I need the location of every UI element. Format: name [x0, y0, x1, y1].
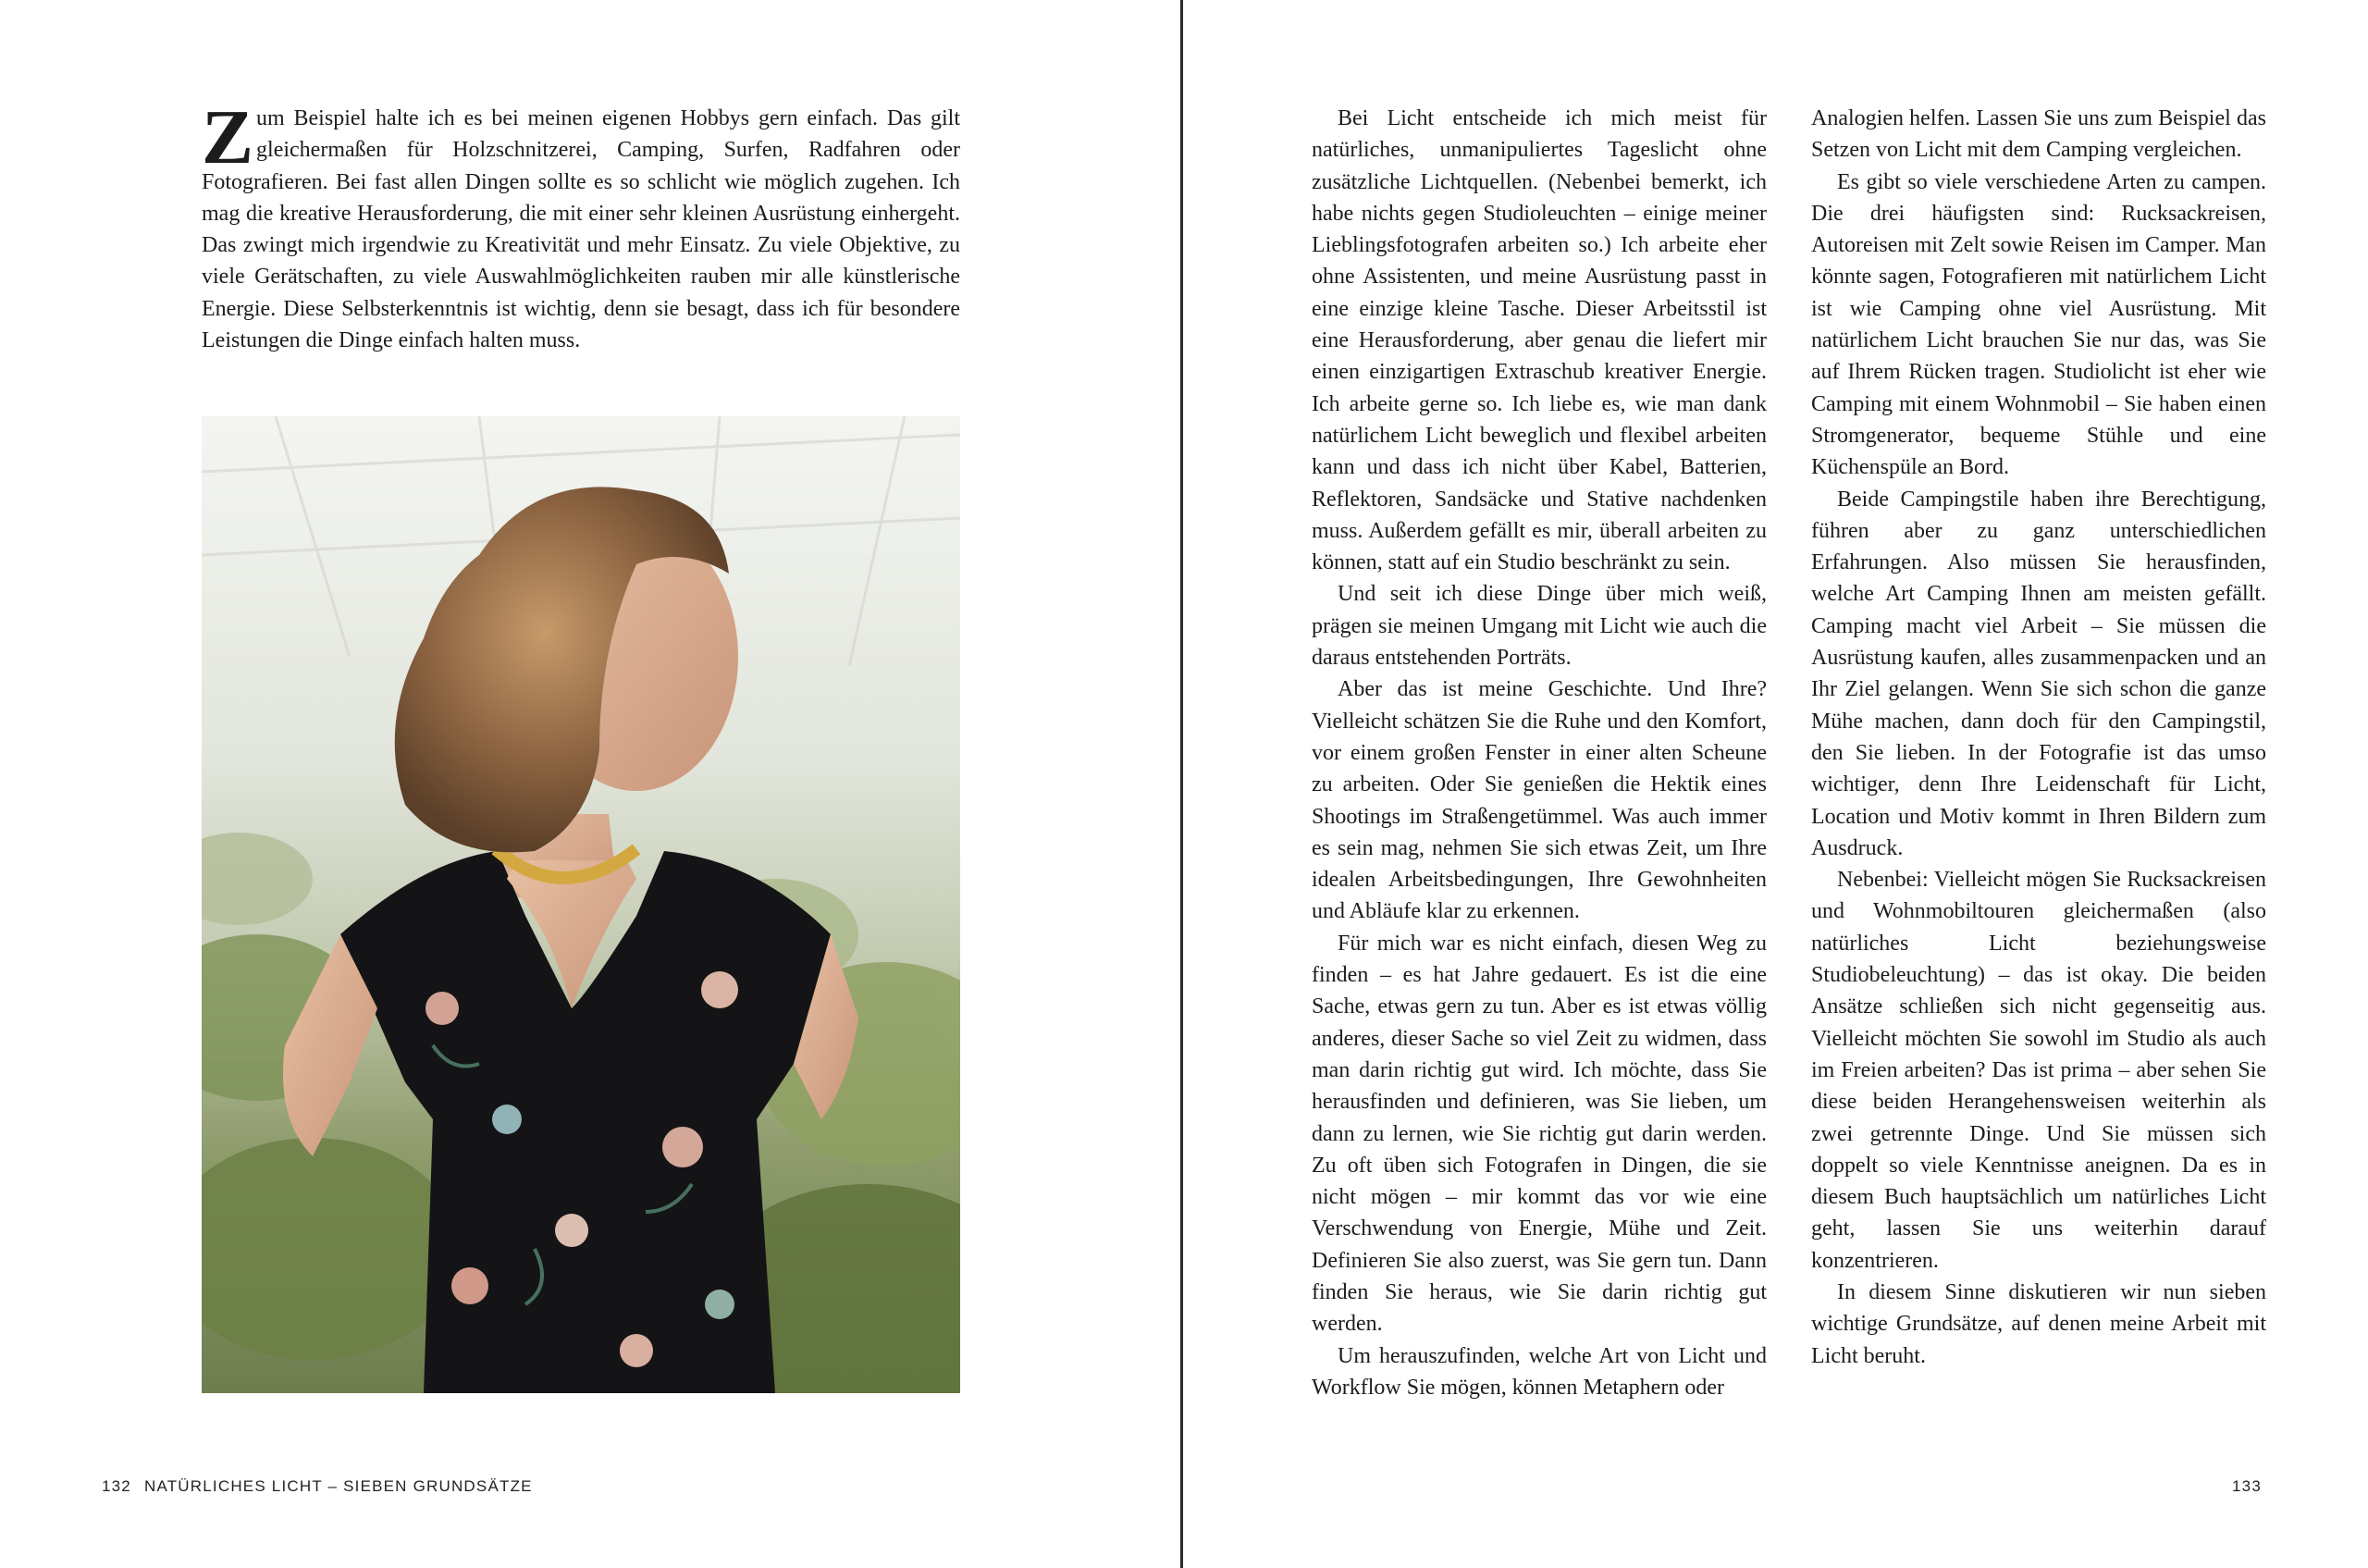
page-number-right: 133 — [2232, 1477, 2262, 1495]
paragraph: In diesem Sinne diskutieren wir nun sieben wichtige Grundsätze, auf denen meine Arbeit mit Licht beruht. — [1811, 1279, 2266, 1368]
running-footer-left — [102, 1477, 533, 1496]
paragraph: Aber das ist meine Geschichte. Und Ihre? Vielleicht schätzen Sie die Ruhe und den Komfort, vor einem großen Fenster in einer alten Scheune zu arbeiten. Oder Sie genießen die Hektik eines Shootings im Straßengetümmel. Was auch immer es sein mag, nehmen Sie sich etwas Zeit, um Ihre idealen Arbeitsbedingungen, Ihre Gewohnheiten und Abläufe klar zu erkennen. — [1312, 677, 1767, 924]
paragraph: Bei Licht entscheide ich mich meist für natürliches, unmanipuliertes Tageslicht ohne zusätzliche Lichtquellen. (Nebenbei bemerkt, ich habe nichts gegen Studioleuchten – einige meiner Lieblingsfotografen arbeiten so.) Ich arbeite eher ohne Assistenten, und meine Ausrüstung passt in eine einzige kleine Tasche. Dieser Arbeitsstil ist eine Herausforderung, aber genau die liefert mir einen einzigartigen Extraschub kreativer Energie. Ich arbeite gerne so. Ich liebe es, wie man dank natürlichem Licht beweglich und flexibel arbeiten kann und dass ich nicht über Kabel, Batterien, Reflektoren, Sandsäcke und Stative nachdenken muss. Außerdem gefällt es mir, überall arbeiten zu können, statt auf ein Studio beschränkt zu sein. — [1312, 106, 1767, 575]
intro-text: um Beispiel halte ich es bei meinen eigenen Hobbys gern einfach. Das gilt gleichermaßen für Holzschnitzerei, Camping, Surfen, Radfahren oder Fotografieren. Bei fast allen Dingen sollte es so schlicht wie möglich zugehen. Ich mag die kreative Herausforderung, die mit einer sehr kleinen Ausrüstung einhergeht. Das zwingt mich irgendwie zu Kreativität und mehr Einsatz. Zu viele Objektive, zu viele Gerätschaften, zu viele Auswahlmöglichkeiten rauben mir alle künstlerische Energie. Diese Selbsterkenntnis ist wichtig, denn sie besagt, dass ich für besondere Leistungen die Dinge einfach halten muss. — [202, 106, 960, 353]
paragraph: Analogien helfen. Lassen Sie uns zum Beispiel das Setzen von Licht mit dem Camping vergleichen. — [1811, 106, 2266, 163]
text-column-1 — [1312, 103, 1767, 1403]
text-column-2 — [1811, 103, 2266, 1372]
paragraph: Und seit ich diese Dinge über mich weiß, prägen sie meinen Umgang mit Licht wie auch die daraus entstehenden Porträts. — [1312, 582, 1767, 671]
paragraph: Es gibt so viele verschiedene Arten zu campen. Die drei häufigsten sind: Rucksackreisen, Autoreisen mit Zelt sowie Reisen im Camper. Man könnte sagen, Fotografieren mit natürlichem Licht ist wie Camping ohne viel Ausrüstung. Mit natürlichem Licht brauchen Sie nur das, was Sie auf Ihrem Rücken tragen. Studiolicht ist eher wie Camping mit einem Wohnmobil – Sie haben einen Stromgenerator, bequeme Stühle und eine Küchenspüle an Bord. — [1811, 169, 2266, 480]
paragraph: Nebenbei: Vielleicht mögen Sie Rucksackreisen und Wohnmobiltouren gleichermaßen (also natürliches Licht beziehungsweise Studiobeleuchtung) – das ist okay. Die beiden Ansätze schließen sich nicht gegenseitig aus. Vielleicht möchten Sie sowohl im Studio als auch im Freien arbeiten? Das ist prima – aber sehen Sie diese beiden Herangehensweisen weiterhin als zwei getrennte Dinge. Und Sie müssen sich doppelt so viele Kenntnisse aneignen. Da es in diesem Buch hauptsächlich um natürliches Licht geht, lassen Sie uns weiterhin darauf konzentrieren. — [1811, 868, 2266, 1273]
intro-paragraph — [202, 94, 960, 356]
paragraph: Um herauszufinden, welche Art von Licht und Workflow Sie mögen, können Metaphern oder — [1312, 1343, 1767, 1400]
page-number-left: 132 — [102, 1477, 131, 1495]
drop-cap: Z — [202, 94, 254, 180]
running-head: NATÜRLICHES LICHT – SIEBEN GRUNDSÄTZE — [143, 1477, 533, 1495]
page-gutter — [1180, 0, 1183, 1568]
paragraph: Für mich war es nicht einfach, diesen Weg zu finden – es hat Jahre gedauert. Es ist die eine Sache, etwas gern zu tun. Aber es ist etwas völlig anderes, dieser Sache so viel Zeit zu widmen, dass man darin richtig gut wird. Ich möchte, dass Sie herausfinden und definieren, was Sie lieben, um dann zu lernen, wie Sie richtig gut darin werden. Zu oft üben sich Fotografen in Dingen, die sie nicht mögen – mir kommt das vor wie eine Verschwendung von Energie, Mühe und Zeit. Definieren Sie also zuerst, was Sie gern tun. Dann finden Sie heraus, wie Sie darin richtig gut werden. — [1312, 931, 1767, 1337]
paragraph: Beide Campingstile haben ihre Berechtigung, führen aber zu ganz unterschiedlichen Erfahrungen. Also müssen Sie herausfinden, welche Art Camping Ihnen am meisten gefällt. Camping macht viel Arbeit – Sie müssen die Ausrüstung kaufen, alles zusammenpacken und an Ihr Ziel gelangen. Wenn Sie sich schon die ganze Mühe machen, dann doch für den Campingstil, den Sie lieben. In der Fotografie ist das umso wichtiger, denn Ihre Leidenschaft für Licht, Location und Motiv kommt in Ihren Bildern zum Ausdruck. — [1811, 487, 2266, 860]
portrait-photo — [202, 416, 960, 1393]
